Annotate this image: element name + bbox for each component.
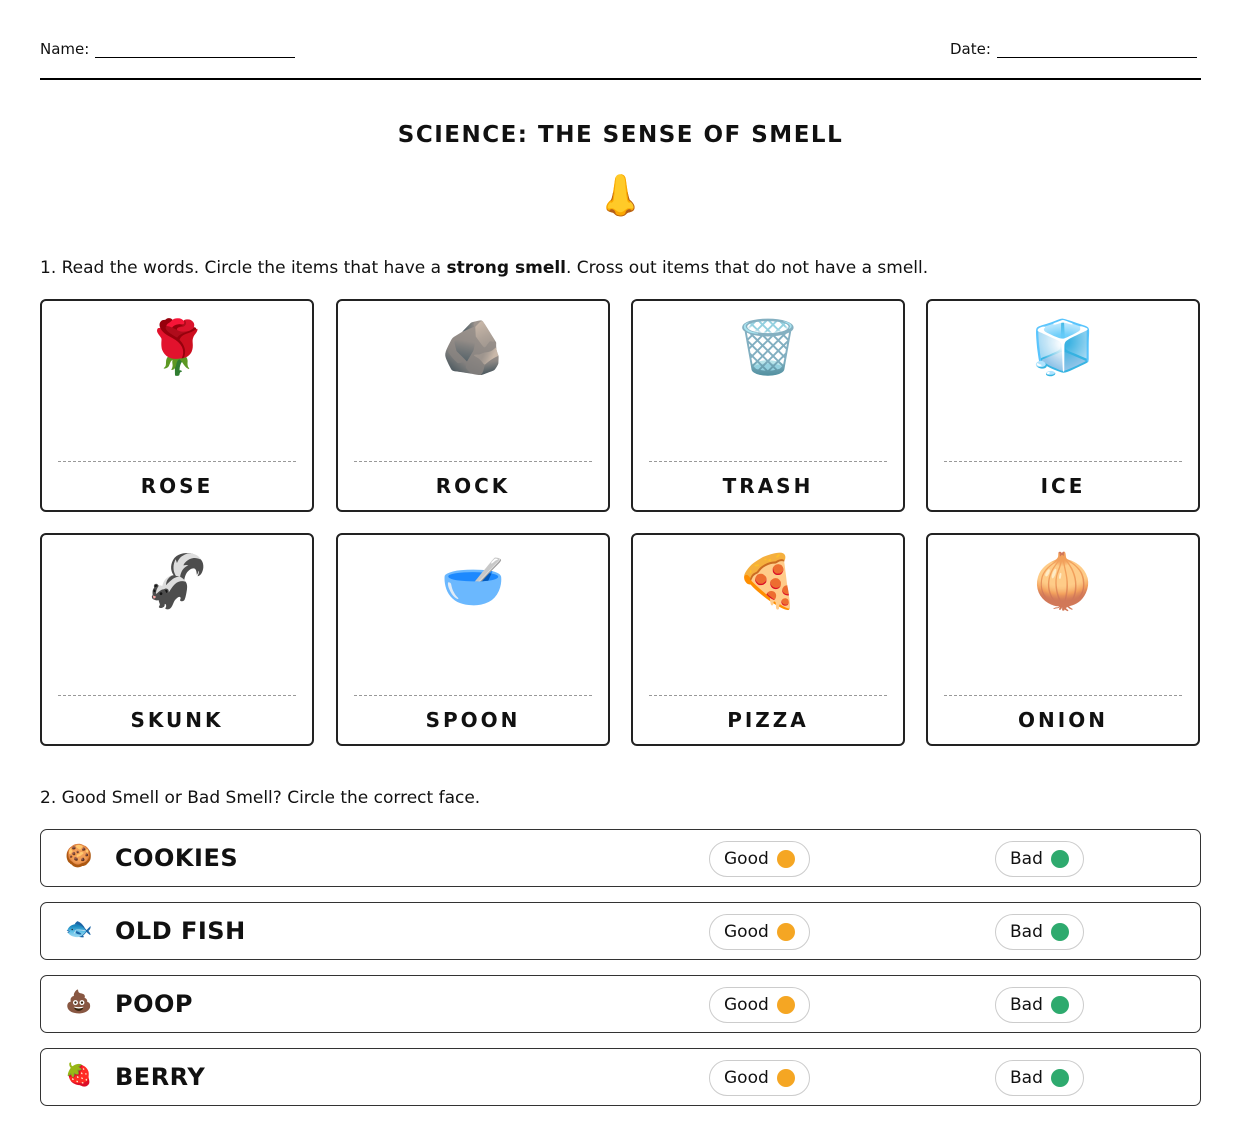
name-line[interactable] <box>95 57 295 58</box>
card-divider <box>649 461 887 462</box>
page-title: SCIENCE: THE SENSE OF SMELL <box>397 122 844 148</box>
smiley-face-icon <box>777 850 795 868</box>
date-label: Date: <box>950 40 991 58</box>
card-rock[interactable] <box>336 299 610 512</box>
bad-button[interactable]: Bad <box>995 914 1084 950</box>
section2-instruction: 2. Good Smell or Bad Smell? Circle the correct face. <box>40 788 481 808</box>
smiley-face-icon <box>777 996 795 1014</box>
date-field[interactable] <box>950 40 1197 58</box>
card-divider <box>944 461 1182 462</box>
good-button[interactable]: Good <box>709 914 810 950</box>
card-label: SPOON <box>425 708 521 732</box>
sick-face-icon <box>1051 923 1069 941</box>
smiley-face-icon <box>777 1069 795 1087</box>
header-divider <box>40 78 1201 80</box>
name-field[interactable] <box>40 40 295 58</box>
smell-row-berry <box>40 1048 1201 1106</box>
bad-button[interactable]: Bad <box>995 841 1084 877</box>
row-label: BERRY <box>115 1063 206 1091</box>
card-spoon[interactable] <box>336 533 610 746</box>
smell-row-poop <box>40 975 1201 1033</box>
card-label: ONION <box>1018 708 1108 732</box>
card-ice[interactable] <box>926 299 1200 512</box>
smell-row-cookies <box>40 829 1201 887</box>
sick-face-icon <box>1051 996 1069 1014</box>
card-trash[interactable] <box>631 299 905 512</box>
card-divider <box>649 695 887 696</box>
ice-icon: 🧊 <box>1030 318 1096 378</box>
smiley-face-icon <box>777 923 795 941</box>
card-label: TRASH <box>722 474 814 498</box>
smell-row-old-fish <box>40 902 1201 960</box>
bad-button[interactable]: Bad <box>995 987 1084 1023</box>
trash-icon: 🗑️ <box>735 318 801 378</box>
cookies-icon: 🍪 <box>65 844 93 869</box>
bad-button[interactable]: Bad <box>995 1060 1084 1096</box>
card-divider <box>354 695 592 696</box>
spoon-icon: 🥣 <box>440 552 506 612</box>
berry-icon: 🍓 <box>65 1063 93 1088</box>
card-onion[interactable] <box>926 533 1200 746</box>
onion-icon: 🧅 <box>1030 552 1096 612</box>
row-label: COOKIES <box>115 844 239 872</box>
good-button[interactable]: Good <box>709 1060 810 1096</box>
name-label: Name: <box>40 40 90 58</box>
rose-icon: 🌹 <box>144 318 210 378</box>
good-button[interactable]: Good <box>709 841 810 877</box>
poop-icon: 💩 <box>65 990 93 1015</box>
sick-face-icon <box>1051 850 1069 868</box>
card-skunk[interactable] <box>40 533 314 746</box>
row-label: POOP <box>115 990 193 1018</box>
row-label: OLD FISH <box>115 917 246 945</box>
card-label: ICE <box>1040 474 1086 498</box>
pizza-icon: 🍕 <box>735 552 801 612</box>
card-divider <box>354 461 592 462</box>
rock-icon: 🪨 <box>440 318 506 378</box>
card-pizza[interactable] <box>631 533 905 746</box>
card-rose[interactable] <box>40 299 314 512</box>
card-label: SKUNK <box>130 708 224 732</box>
date-line[interactable] <box>997 57 1197 58</box>
section1-instruction: 1. Read the words. Circle the items that have a strong smell. Cross out items that do not have a smell. <box>40 258 929 278</box>
card-label: ROSE <box>140 474 214 498</box>
card-divider <box>58 695 296 696</box>
card-label: PIZZA <box>727 708 809 732</box>
card-divider <box>944 695 1182 696</box>
sick-face-icon <box>1051 1069 1069 1087</box>
nose-icon: 👃 <box>595 173 646 219</box>
skunk-icon: 🦨 <box>144 552 210 612</box>
good-button[interactable]: Good <box>709 987 810 1023</box>
old-fish-icon: 🐟 <box>65 917 93 942</box>
card-divider <box>58 461 296 462</box>
card-label: ROCK <box>435 474 511 498</box>
